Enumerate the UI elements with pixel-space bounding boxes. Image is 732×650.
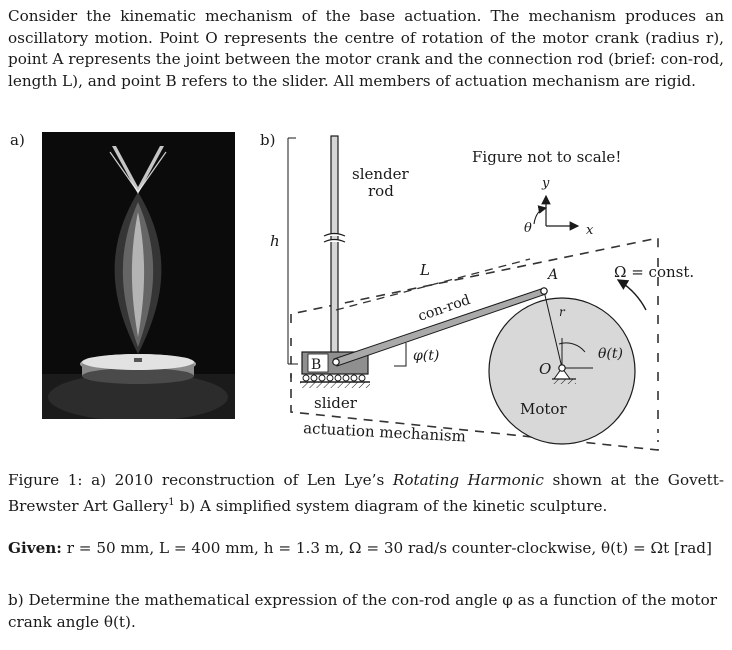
figure-caption xyxy=(8,470,724,517)
phi-label: φ(t) xyxy=(413,348,440,364)
caption-tail: b) A simplified system diagram of the kinetic sculpture. xyxy=(174,496,608,515)
con-rod-label: con-rod xyxy=(416,292,473,325)
given-text: r = 50 mm, L = 400 mm, h = 1.3 m, Ω = 30 rad/s counter-clockwise, θ(t) = Ωt [rad] xyxy=(61,539,712,557)
slender-rod xyxy=(331,136,338,362)
phi-angle-marker xyxy=(394,343,406,366)
theta-t-label: θ(t) xyxy=(598,346,623,362)
slender-rod-label-2: rod xyxy=(368,182,394,200)
joint-b xyxy=(333,359,339,365)
intro-paragraph: Consider the kinematic mechanism of the base actuation. The mechanism produces an oscillatory motion. Point O represents the centre of rotation of the motor crank (radius r), point A represents the joint between the motor crank and the connection rod (brief: con-rod, length L), and point B refers to the slider. All members of actuation mechanism are rigid. xyxy=(8,7,724,90)
caption-footnote: 1 xyxy=(168,496,175,508)
sculpture-photo xyxy=(42,132,235,419)
slender-rod-label-1: slender xyxy=(352,165,409,183)
theta-axis-label: θ xyxy=(524,221,532,236)
system-diagram xyxy=(258,128,718,458)
caption-title: Rotating Harmonic xyxy=(392,471,544,489)
actuation-label: actuation mechanism xyxy=(302,419,467,446)
question-paragraph: b) Determine the mathematical expression of the con-rod angle φ as a function of the motor crank angle θ(t). xyxy=(8,591,718,631)
y-axis-label: y xyxy=(542,176,550,191)
panel-b-label: b) xyxy=(260,131,276,149)
point-a-label: A xyxy=(548,267,559,283)
given-label: Given: xyxy=(8,539,62,557)
omega-arrow xyxy=(618,280,646,310)
point-b-label: B xyxy=(311,357,322,373)
point-o-label: O xyxy=(539,360,552,378)
x-axis-label: x xyxy=(586,223,594,238)
omega-label: Ω = const. xyxy=(614,263,695,281)
caption-suffix: shown at the Govett-Brewster Art Gallery xyxy=(8,471,724,515)
caption-prefix: Figure 1: a) 2010 reconstruction of Len Lye’s xyxy=(8,471,393,489)
theta-axis-arc xyxy=(534,208,546,224)
slider-rollers xyxy=(303,375,365,381)
not-to-scale-note: Figure not to scale! xyxy=(472,148,622,166)
panel-a-label: a) xyxy=(10,131,25,149)
slider-ground xyxy=(300,382,370,388)
h-label: h xyxy=(270,232,280,250)
l-label: L xyxy=(420,261,430,279)
given-line xyxy=(8,538,724,560)
sculpture-photo-graphic xyxy=(42,132,235,419)
slider-label: slider xyxy=(314,394,357,412)
joint-a xyxy=(541,288,547,294)
motor-label: Motor xyxy=(520,400,567,418)
r-label: r xyxy=(559,305,565,319)
